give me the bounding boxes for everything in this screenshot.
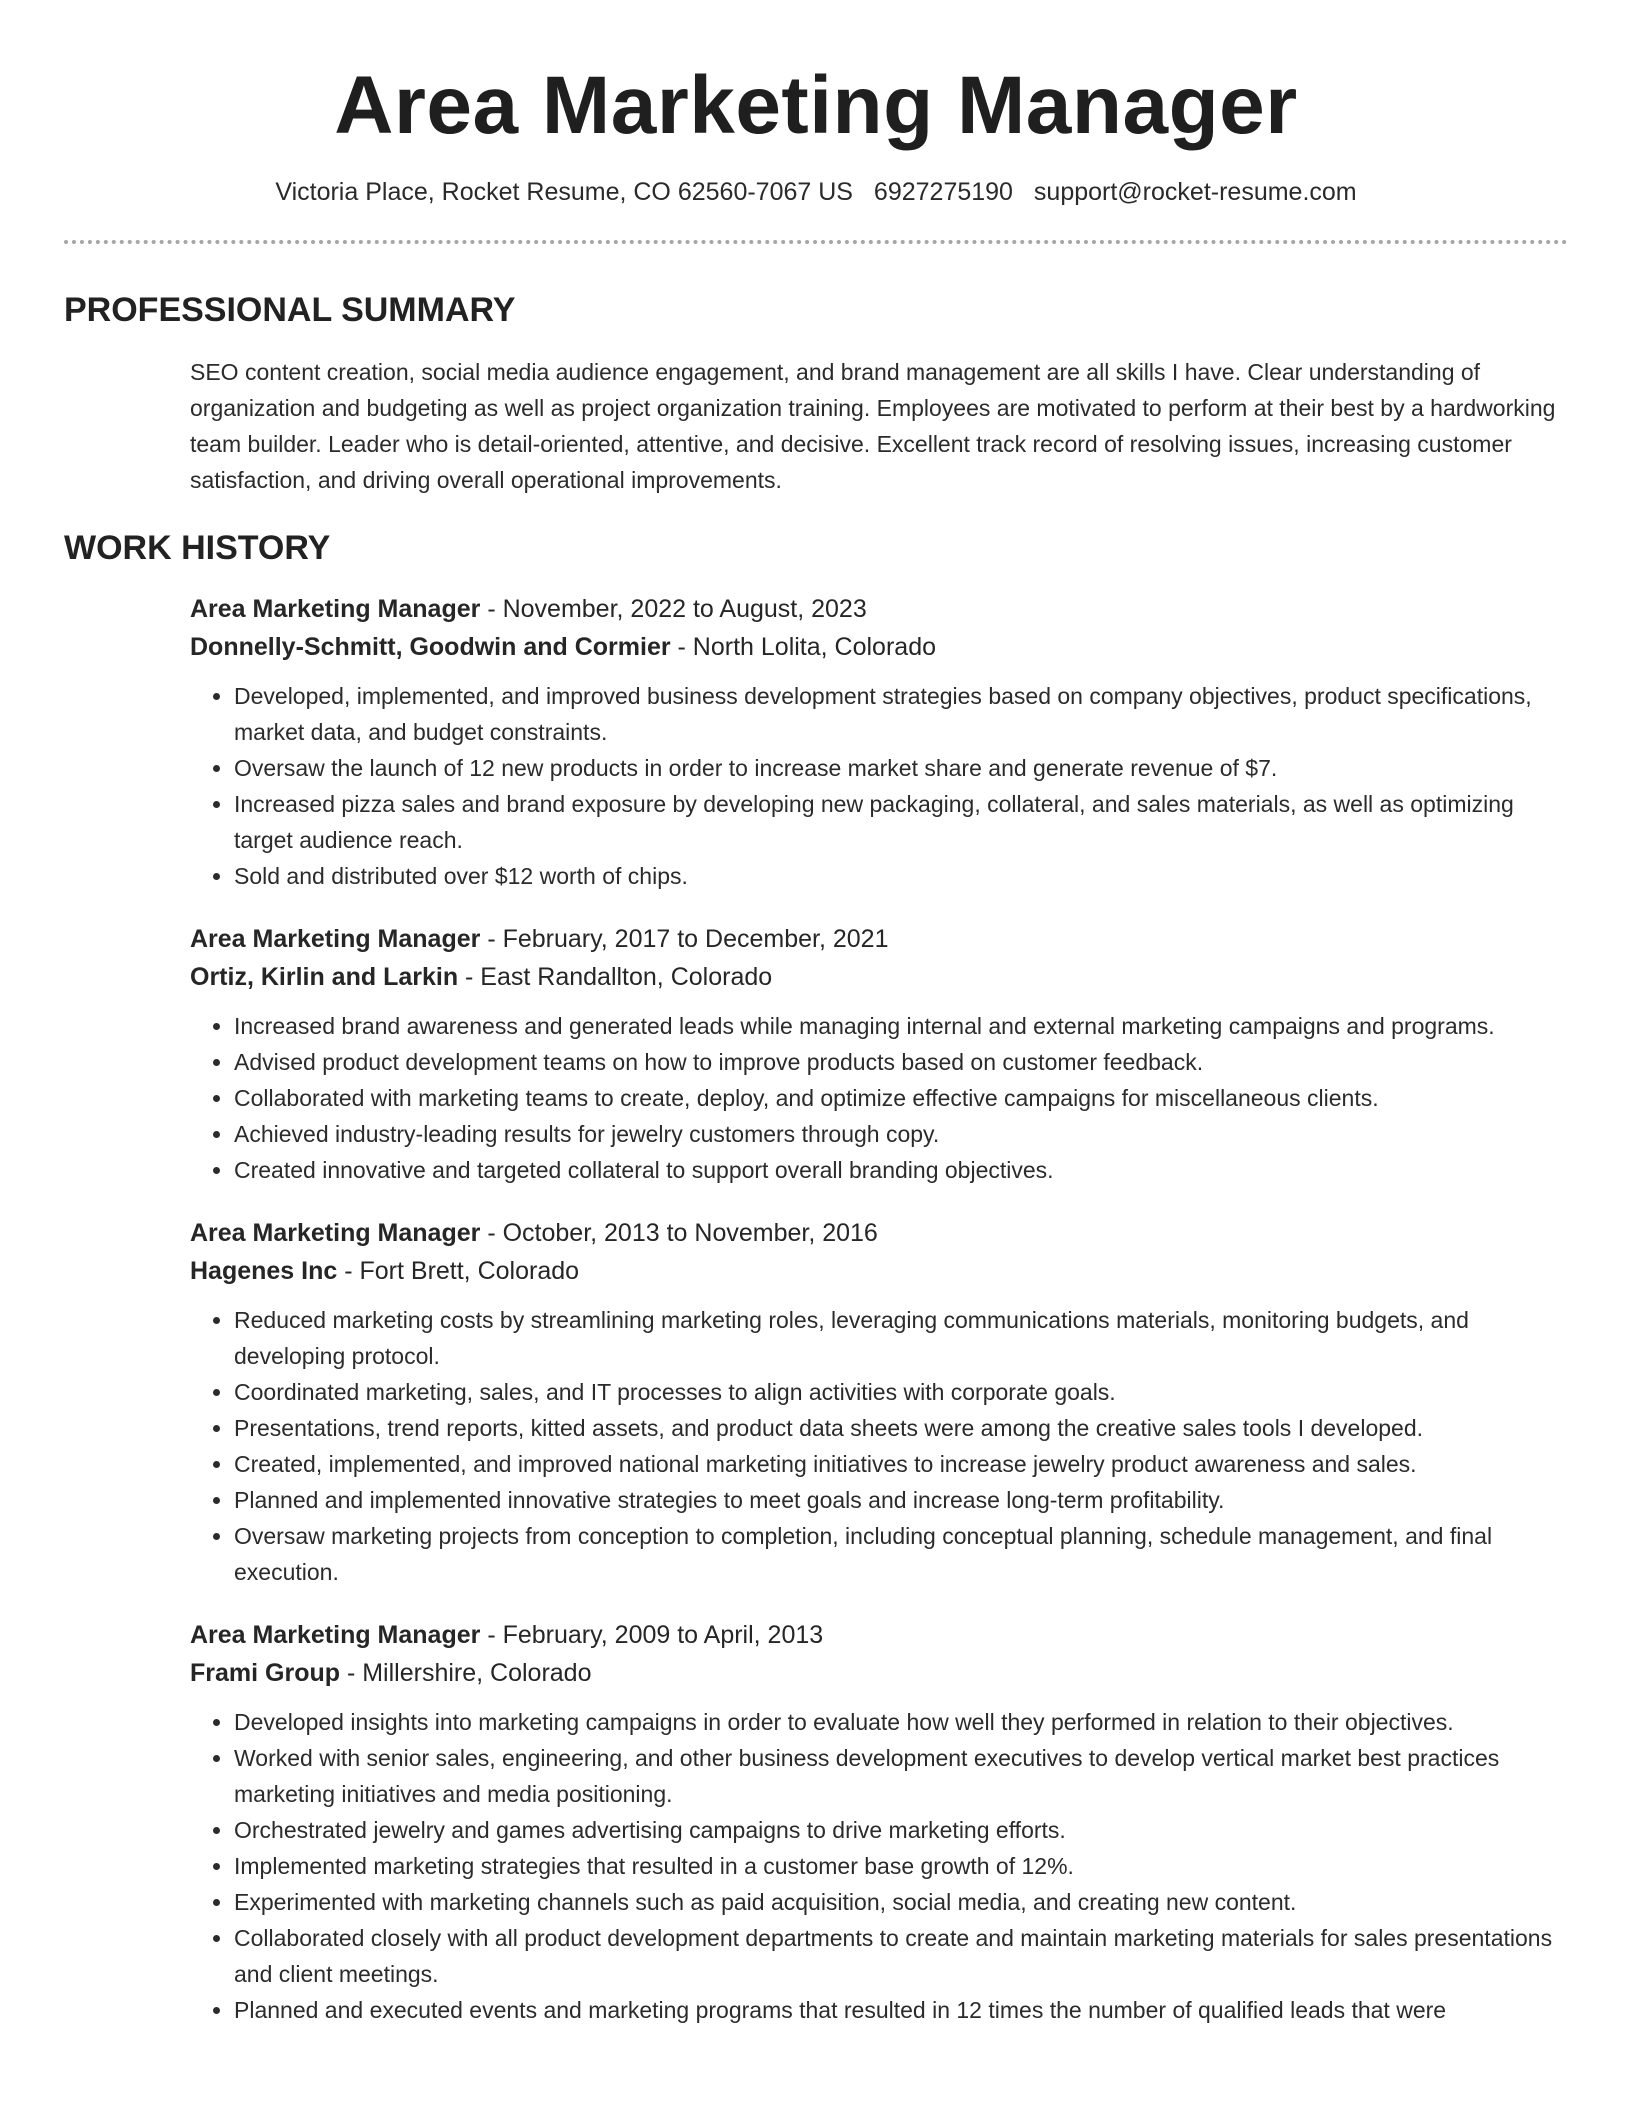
job-bullet: • Created, implemented, and improved national marketing initiatives to increase jewelry product awareness and sales.	[234, 1446, 1568, 1482]
resume-name: Area Marketing Manager	[334, 60, 1298, 151]
job-location: - North Lolita, Colorado	[670, 633, 936, 661]
job-bullet: • Developed, implemented, and improved business development strategies based on company objectives, product specifications, market data, and budget constraints.	[234, 678, 1568, 750]
resume-page	[64, 0, 1568, 2054]
job-title-line	[190, 1616, 1568, 1654]
job-company-line	[190, 958, 1568, 996]
job-bullet: • Planned and executed events and marketing programs that resulted in 12 times the number of qualified leads that were	[234, 1992, 1568, 2028]
job-role: Area Marketing Manager	[190, 925, 481, 953]
job-bullet: • Reduced marketing costs by streamlining marketing roles, leveraging communications materials, monitoring budgets, and developing protocol.	[234, 1302, 1568, 1374]
job-bullet: • Oversaw marketing projects from conception to completion, including conceptual planning, schedule management, and final execution.	[234, 1518, 1568, 1590]
contact-address: Victoria Place, Rocket Resume, CO 62560-7067 US	[275, 178, 853, 206]
summary-heading: PROFESSIONAL SUMMARY	[64, 291, 516, 329]
contact-phone: 6927275190	[873, 178, 1013, 206]
job-bullet: • Coordinated marketing, sales, and IT processes to align activities with corporate goals.	[234, 1374, 1568, 1410]
job-location: - East Randallton, Colorado	[458, 963, 773, 991]
job-title-line	[190, 1214, 1568, 1252]
header-divider	[64, 240, 1568, 244]
job-bullet: • Advised product development teams on how to improve products based on customer feedback.	[234, 1044, 1568, 1080]
work-history-list	[190, 590, 1568, 2028]
job-bullet: • Collaborated closely with all product development departments to create and maintain marketing materials for sales presentations and client meetings.	[234, 1920, 1568, 1992]
job-dates: - October, 2013 to November, 2016	[480, 1219, 878, 1247]
job-role: Area Marketing Manager	[190, 1621, 481, 1649]
job-dates: - November, 2022 to August, 2023	[480, 595, 867, 623]
job-bullet: • Experimented with marketing channels such as paid acquisition, social media, and creating new content.	[234, 1884, 1568, 1920]
job-bullets	[190, 1008, 1568, 1188]
job-bullet: • Sold and distributed over $12 worth of chips.	[234, 858, 1568, 894]
job-title-line	[190, 920, 1568, 958]
job-bullet: • Worked with senior sales, engineering, and other business development executives to develop vertical market best practices marketing initiatives and media positioning.	[234, 1740, 1568, 1812]
job-entry	[190, 920, 1568, 1188]
job-location: - Fort Brett, Colorado	[337, 1257, 580, 1285]
job-role: Area Marketing Manager	[190, 595, 481, 623]
job-bullet: • Collaborated with marketing teams to create, deploy, and optimize effective campaigns for miscellaneous clients.	[234, 1080, 1568, 1116]
work-history-heading: WORK HISTORY	[64, 529, 331, 567]
job-company: Donnelly-Schmitt, Goodwin and Cormier	[190, 633, 671, 661]
job-company-line	[190, 628, 1568, 666]
job-bullet: • Orchestrated jewelry and games advertising campaigns to drive marketing efforts.	[234, 1812, 1568, 1848]
job-title-line	[190, 590, 1568, 628]
job-bullet: • Increased brand awareness and generated leads while managing internal and external marketing campaigns and programs.	[234, 1008, 1568, 1044]
job-company: Ortiz, Kirlin and Larkin	[190, 963, 459, 991]
job-bullet: • Created innovative and targeted collateral to support overall branding objectives.	[234, 1152, 1568, 1188]
job-role: Area Marketing Manager	[190, 1219, 481, 1247]
job-company: Hagenes Inc	[190, 1257, 338, 1285]
job-company-line	[190, 1654, 1568, 1692]
job-bullet: • Achieved industry-leading results for jewelry customers through copy.	[234, 1116, 1568, 1152]
job-entry	[190, 1616, 1568, 2028]
job-bullet: • Planned and implemented innovative strategies to meet goals and increase long-term profitability.	[234, 1482, 1568, 1518]
job-dates: - February, 2017 to December, 2021	[480, 925, 889, 953]
job-bullet: • Oversaw the launch of 12 new products in order to increase market share and generate revenue of $7.	[234, 750, 1568, 786]
job-bullet: • Presentations, trend reports, kitted assets, and product data sheets were among the creative sales tools I developed.	[234, 1410, 1568, 1446]
job-bullets	[190, 1302, 1568, 1590]
job-location: - Millershire, Colorado	[340, 1659, 592, 1687]
job-dates: - February, 2009 to April, 2013	[480, 1621, 824, 1649]
job-bullet: • Developed insights into marketing campaigns in order to evaluate how well they performed in relation to their objectives.	[234, 1704, 1568, 1740]
summary-text: SEO content creation, social media audience engagement, and brand management are all skills I have. Clear understanding of organization and budgeting as well as project organization training. Employees are motivated to perform at their best by a hardworking team builder. Leader who is detail-oriented, attentive, and decisive. Excellent track record of resolving issues, increasing customer satisfaction, and driving overall operational improvements.	[190, 359, 1556, 493]
contact-line	[64, 176, 1568, 208]
job-bullets	[190, 678, 1568, 894]
job-company: Frami Group	[190, 1659, 341, 1687]
job-bullets	[190, 1704, 1568, 2028]
job-bullet: • Implemented marketing strategies that resulted in a customer base growth of 12%.	[234, 1848, 1568, 1884]
job-bullet: • Increased pizza sales and brand exposure by developing new packaging, collateral, and sales materials, as well as optimizing target audience reach.	[234, 786, 1568, 858]
contact-email[interactable]: support@rocket-resume.com	[1033, 178, 1357, 206]
job-entry	[190, 590, 1568, 894]
job-company-line	[190, 1252, 1568, 1290]
job-entry	[190, 1214, 1568, 1590]
